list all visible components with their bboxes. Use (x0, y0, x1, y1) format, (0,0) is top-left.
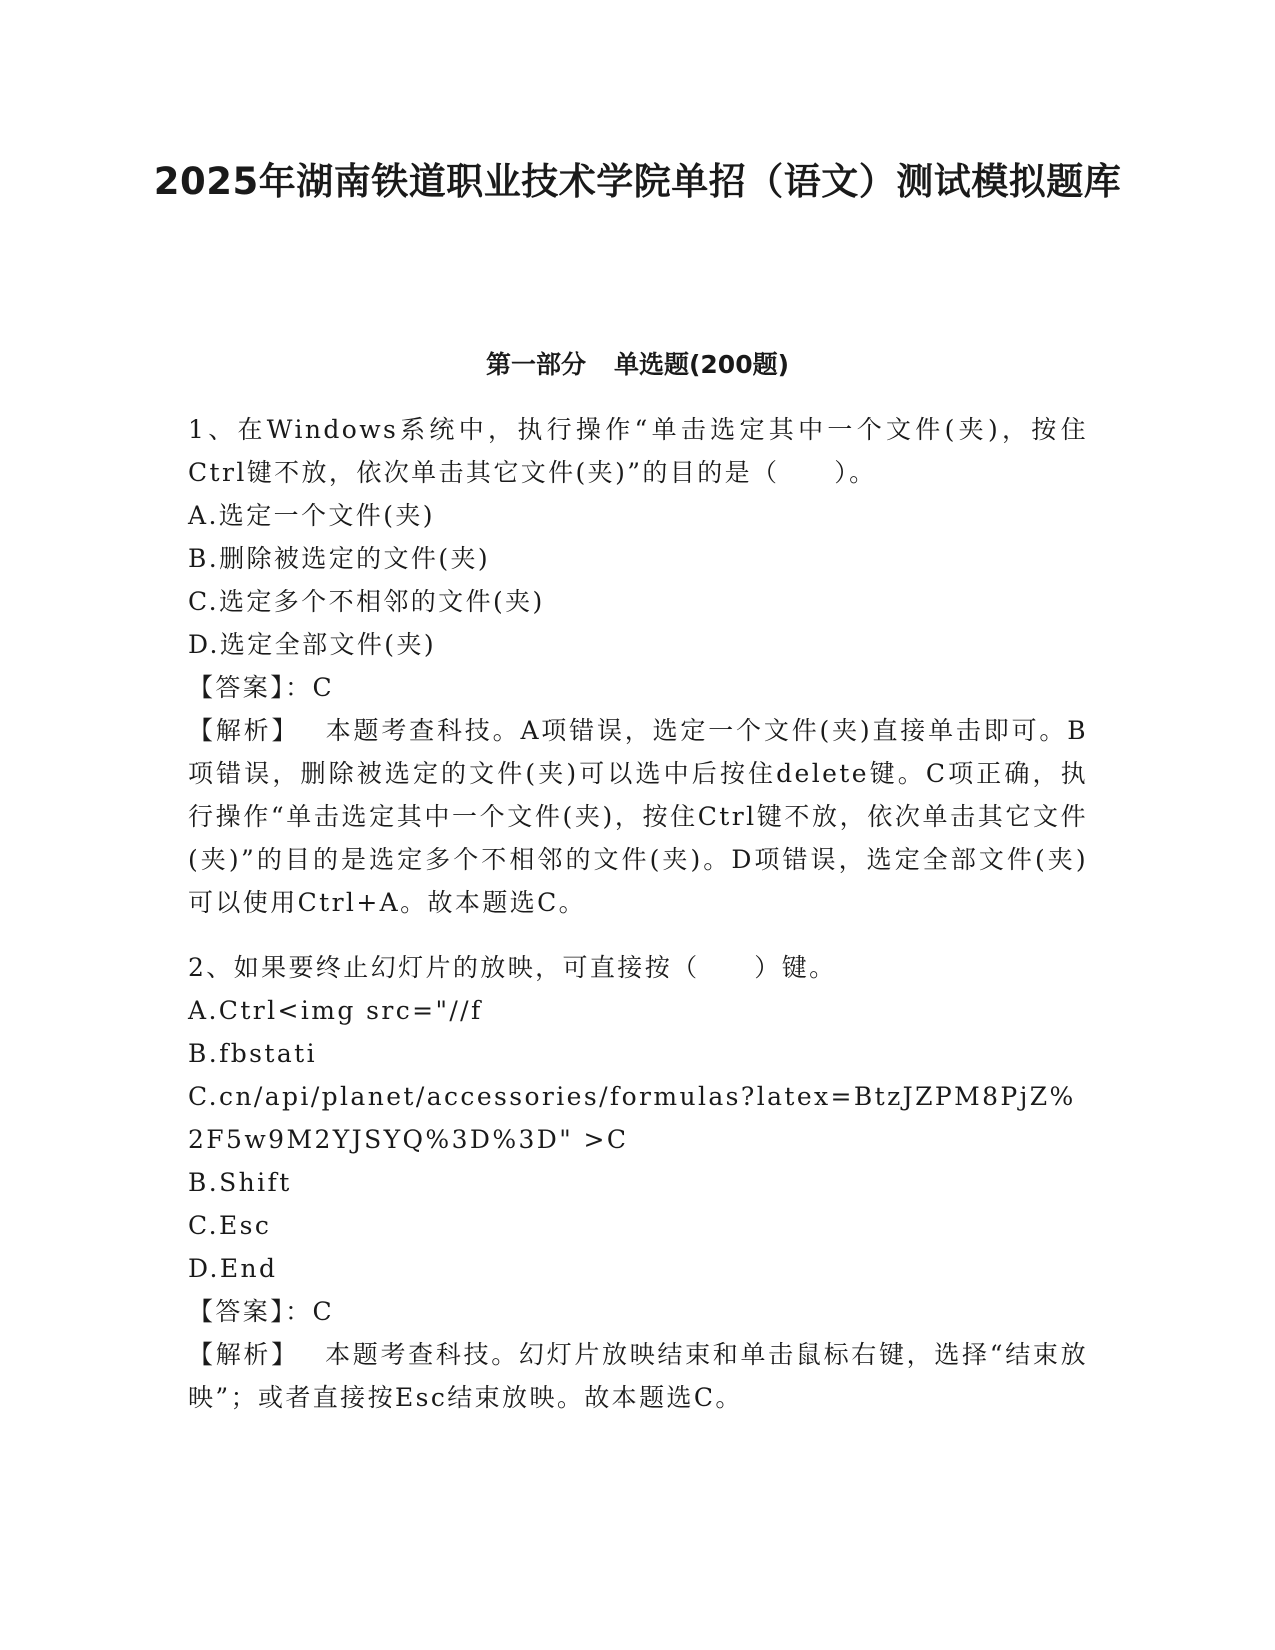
analysis-text: 本题考查科技。幻灯片放映结束和单击鼠标右键，选择“结束放映”；或者直接按Esc结束放映。故本题选C。 (188, 1340, 1088, 1412)
option-d: D.选定全部文件(夹) (188, 630, 437, 659)
answer-line (188, 666, 1088, 709)
option-b: B.删除被选定的文件(夹) (188, 544, 491, 573)
question-list (188, 408, 1088, 1419)
document-title: 2025年湖南铁道职业技术学院单招（语文）测试模拟题库 (153, 160, 1122, 203)
analysis-label: 【解析】 (188, 716, 300, 745)
question-1 (188, 408, 1088, 924)
analysis-block (188, 709, 1088, 924)
option-d-end: D.End (188, 1254, 278, 1283)
answer-label: 【答案】： (188, 673, 313, 702)
answer-line (188, 1290, 1088, 1333)
option-a: A.选定一个文件(夹) (188, 501, 435, 530)
option-c: C.选定多个不相邻的文件(夹) (188, 587, 545, 616)
section-name: 单选题(200题) (613, 350, 790, 379)
answer-label: 【答案】： (188, 1297, 313, 1326)
section-part: 第一部分 (485, 350, 586, 379)
section-heading (150, 345, 1125, 385)
option-c-esc: C.Esc (188, 1211, 272, 1240)
option-a: A.Ctrl<img src="//f (188, 996, 483, 1025)
analysis-block (188, 1333, 1088, 1419)
answer-value: C (312, 673, 335, 702)
analysis-text: 本题考查科技。A项错误，选定一个文件(夹)直接单击即可。B项错误，删除被选定的文件(夹)可以选中后按住delete键。C项正确，执行操作“单击选定其中一个文件(夹)，按住Ctrl键不放，依次单击其它文件(夹)”的目的是选定多个不相邻的文件(夹)。D项错误，选定全部文件(夹)可以使用Ctrl+A。故本题选C。 (188, 716, 1088, 917)
option-c: C.cn/api/planet/accessories/formulas?latex=BtzJZPM8PjZ%2F5w9M2YJSYQ%3D%3D" >C (188, 1082, 1076, 1154)
question-2 (188, 946, 1088, 1419)
answer-value: C (312, 1297, 335, 1326)
analysis-label: 【解析】 (188, 1340, 299, 1369)
option-b: B.fbstati (188, 1039, 317, 1068)
question-stem: 1、在Windows系统中，执行操作“单击选定其中一个文件(夹)，按住Ctrl键不放，依次单击其它文件(夹)”的目的是（ ）。 (188, 415, 1088, 487)
question-stem: 2、如果要终止幻灯片的放映，可直接按（ ）键。 (188, 953, 837, 982)
option-b-shift: B.Shift (188, 1168, 292, 1197)
